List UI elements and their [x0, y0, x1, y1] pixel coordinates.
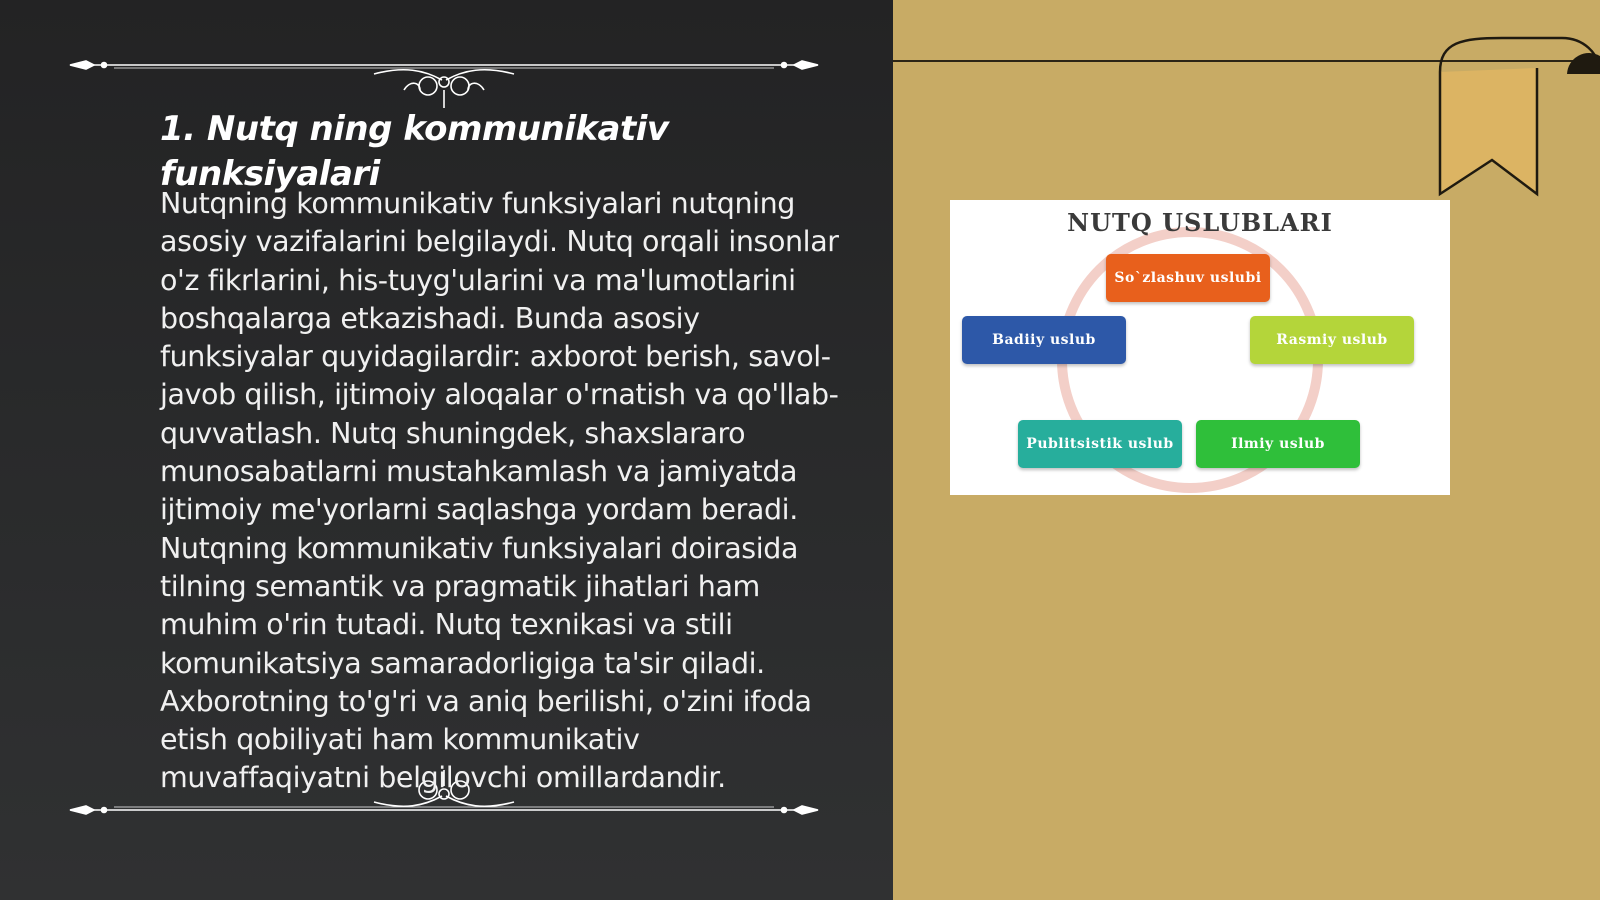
diagram-title: NUTQ USLUBLARI [1067, 208, 1333, 237]
style-badiiy-box: Badiiy uslub [962, 316, 1126, 364]
top-ornament-divider [64, 52, 824, 108]
style-ilmiy-box: Ilmiy uslub [1196, 420, 1360, 468]
slide-title: 1. Nutq ning kommunikativ funksiyalari [160, 109, 669, 194]
style-rasmiy-box: Rasmiy uslub [1250, 316, 1414, 364]
bookmark-ribbon-icon [1432, 34, 1600, 200]
speech-styles-diagram [950, 200, 1450, 495]
style-sozlashuv-box: So`zlashuv uslubi [1106, 254, 1270, 302]
style-publitsistik-box: Publitsistik uslub [1018, 420, 1182, 468]
slide-body-text: Nutqning kommunikativ funksiyalari nutqning asosiy vazifalarini belgilaydi. Nutq orqali insonlar o'z fikrlarini, his-tuyg'ularini va ma'lumotlarini boshqalarga etkazishadi. Bunda asosiy funksiyalar quyidagilardir: axborot berish, savol-javob qilish, ijtimoiy aloqalar o'rnatish va qo'llab-quvvatlash. Nutq shuningdek, shaxslararo munosabatlarni mustahkamlash va jamiyatda ijtimoiy me'yorlarni saqlashga yordam beradi. Nutqning kommunikativ funksiyalari doirasida tilning semantik va pragmatik jihatlari ham muhim o'rin tutadi. Nutq texnikasi va stili komunikatsiya samaradorligiga ta'sir qiladi. Axborotning to'g'ri va aniq berilishi, o'zini ifoda etish qobiliyati ham kommunikativ muvaffaqiyatni belgilovchi omillardandir. [160, 187, 839, 795]
